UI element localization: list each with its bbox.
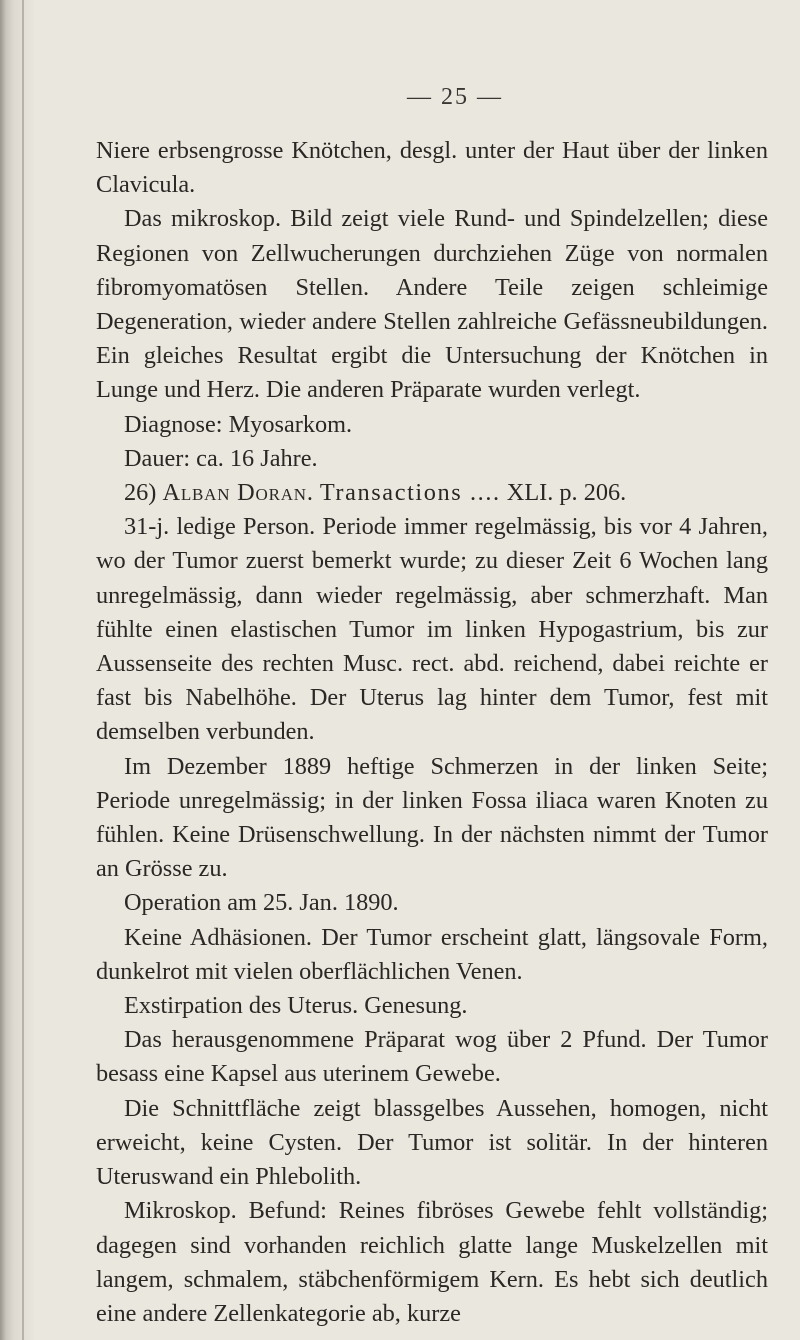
paragraph-mikroskop: Mikroskop. Befund: Reines fibröses Gewebe fehlt vollständig; dagegen sind vorhanden reichlich glatte lange Muskelzellen mit langem, schmalem, stäbchenförmigem Kern. Es hebt sich deutlich eine andere Zellenkategorie ab, kurze [96,1197,768,1327]
paragraph-2: Das mikroskop. Bild zeigt viele Rund- und Spindelzellen; diese Regionen von Zellwucherungen durchziehen Züge von normalen fibromyomatösen Stellen. Andere Teile zeigen schleimige Degeneration, wieder andere Stellen zahlreiche Gefässneubildungen. Ein gleiches Resultat ergibt die Untersuchung der Knötchen in Lunge und Herz. Die anderen Präparate wurden verlegt. [96,205,768,404]
paragraph-diagnose: Diagnose: Myosarkom. [124,410,353,438]
binding-line [22,0,24,1340]
paragraph-operation: Operation am 25. Jan. 1890. [124,889,399,917]
paragraph-anamnese: 31-j. ledige Person. Periode immer regelmässig, bis vor 4 Jahren, wo der Tumor zuerst bemerkt wurde; zu dieser Zeit 6 Wochen lang unregelmässig, dann wieder regelmässig, aber schmerzhaft. Man fühlte einen elastischen Tumor im linken Hypogastrium, bis zur Aussenseite des rechten Musc. rect. abd. reichend, dabei reichte er fast bis Nabelhöhe. Der Uterus lag hinter dem Tumor, fest mit demselben verbunden. [96,513,768,746]
paragraph-1: Niere erbsengrosse Knötchen, desgl. unter der Haut über der linken Clavicula. [96,137,768,199]
page-body [96,134,768,1331]
page-number: — 25 — [407,84,503,110]
case-heading [96,476,768,510]
paragraph-exstirpation: Exstirpation des Uterus. Genesung. [124,992,468,1020]
case-source: Transactions .... [319,479,501,507]
case-reference: XLI. p. 206. [506,479,627,507]
paragraph-dezember: Im Dezember 1889 heftige Schmerzen in der linken Seite; Periode unregelmässig; in der linken Fossa iliaca waren Knoten zu fühlen. Keine Drüsenschwellung. In der nächsten nimmt der Tumor an Grösse zu. [96,752,768,883]
paragraph-dauer: Dauer: ca. 16 Jahre. [124,444,318,472]
case-author: Alban Doran. [162,479,314,507]
book-binding-edge [0,0,34,1340]
paragraph-praeparat: Das herausgenommene Präparat wog über 2 Pfund. Der Tumor besass eine Kapsel aus uterinem Gewebe. [96,1026,768,1088]
paragraph-schnittflaeche: Die Schnittfläche zeigt blassgelbes Aussehen, homogen, nicht erweicht, keine Cysten. Der Tumor ist solitär. In der hinteren Uteruswand ein Phlebolith. [96,1094,768,1191]
paragraph-befund: Keine Adhäsionen. Der Tumor erscheint glatt, längsovale Form, dunkelrot mit vielen oberflächlichen Venen. [96,923,768,985]
case-number: 26) [124,479,157,507]
page-header [0,84,800,111]
